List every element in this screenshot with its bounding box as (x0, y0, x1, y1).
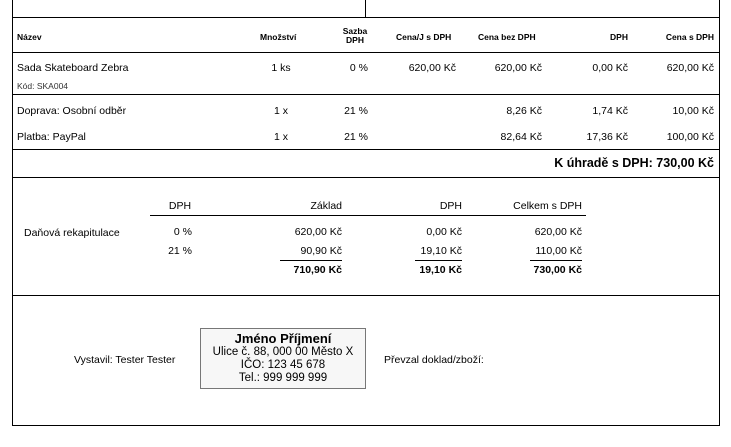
recap-rate: 0 % (173, 226, 192, 238)
frame-left-border (12, 0, 13, 426)
top-divider (365, 0, 366, 18)
item-price-gross: 100,00 Kč (666, 131, 714, 143)
recap-label: Daňová rekapitulace (24, 227, 120, 239)
col-header-qty: Množství (260, 32, 297, 42)
recap-total: 110,00 Kč (535, 245, 582, 257)
col-header-vat-rate: Sazba DPH (342, 26, 368, 45)
frame-bottom-border (12, 425, 720, 426)
stamp-tel: Tel.: 999 999 999 (238, 372, 328, 384)
item-name: Platba: PayPal (17, 131, 86, 143)
total-bottom-rule (12, 177, 720, 178)
item-vat: 0,00 Kč (592, 62, 628, 74)
item-unit-price: 620,00 Kč (408, 62, 456, 74)
recap-sum-total: 730,00 Kč (533, 264, 582, 276)
recap-total: 620,00 Kč (534, 226, 582, 238)
header-bottom-rule (12, 52, 720, 53)
item-name: Doprava: Osobní odběr (17, 105, 127, 117)
grand-total: K úhradě s DPH: 730,00 Kč (554, 156, 714, 170)
item-price-net: 620,00 Kč (494, 62, 542, 74)
item-qty: 1 x (273, 105, 288, 117)
recap-bottom-rule (12, 295, 720, 296)
item-qty: 1 x (273, 131, 288, 143)
item-separator (12, 94, 720, 95)
items-bottom-rule (12, 149, 720, 150)
frame-right-border (719, 0, 720, 426)
recap-base: 620,00 Kč (294, 226, 342, 238)
received-by: Převzal doklad/zboží: (384, 354, 484, 366)
item-price-gross: 620,00 Kč (666, 62, 714, 74)
item-vat: 1,74 Kč (592, 105, 628, 117)
recap-vat: 19,10 Kč (420, 245, 462, 257)
stamp-address: Ulice č. 88, 000 00 Město X (212, 346, 354, 358)
recap-header-vat: DPH (439, 200, 462, 212)
item-name: Sada Skateboard Zebra (17, 62, 129, 74)
col-header-price-gross: Cena s DPH (665, 32, 714, 42)
company-stamp (200, 328, 366, 389)
recap-vat: 0,00 Kč (426, 226, 462, 238)
item-vat-rate: 21 % (344, 131, 368, 143)
recap-sum-base: 710,90 Kč (293, 264, 342, 276)
header-top-rule (12, 17, 720, 18)
item-vat: 17,36 Kč (586, 131, 628, 143)
recap-sum-rule-total (530, 260, 582, 261)
recap-base: 90,90 Kč (300, 245, 342, 257)
item-vat-rate: 21 % (344, 105, 368, 117)
item-vat-rate: 0 % (349, 62, 368, 74)
col-header-unit-price: Cena/J s DPH (396, 32, 452, 42)
issued-by: Vystavil: Tester Tester (74, 354, 176, 366)
col-header-price-net: Cena bez DPH (478, 32, 536, 42)
recap-sum-rule-base (280, 260, 342, 261)
item-price-gross: 10,00 Kč (672, 105, 714, 117)
recap-sum-vat: 19,10 Kč (419, 264, 462, 276)
item-price-net: 82,64 Kč (500, 131, 542, 143)
recap-rate: 21 % (168, 245, 192, 257)
stamp-ico: IČO: 123 45 678 (240, 359, 326, 371)
col-header-name: Název (17, 32, 42, 42)
recap-header-rule (150, 215, 586, 216)
recap-header-rate: DPH (168, 200, 192, 212)
recap-header-base: Základ (310, 200, 342, 212)
col-header-vat: DPH (610, 32, 628, 42)
recap-sum-rule-vat (415, 260, 462, 261)
item-code: Kód: SKA004 (17, 81, 69, 91)
item-qty: 1 ks (271, 62, 291, 74)
stamp-name: Jméno Příjmení (234, 331, 332, 346)
recap-header-total: Celkem s DPH (513, 200, 582, 212)
item-price-net: 8,26 Kč (506, 105, 542, 117)
